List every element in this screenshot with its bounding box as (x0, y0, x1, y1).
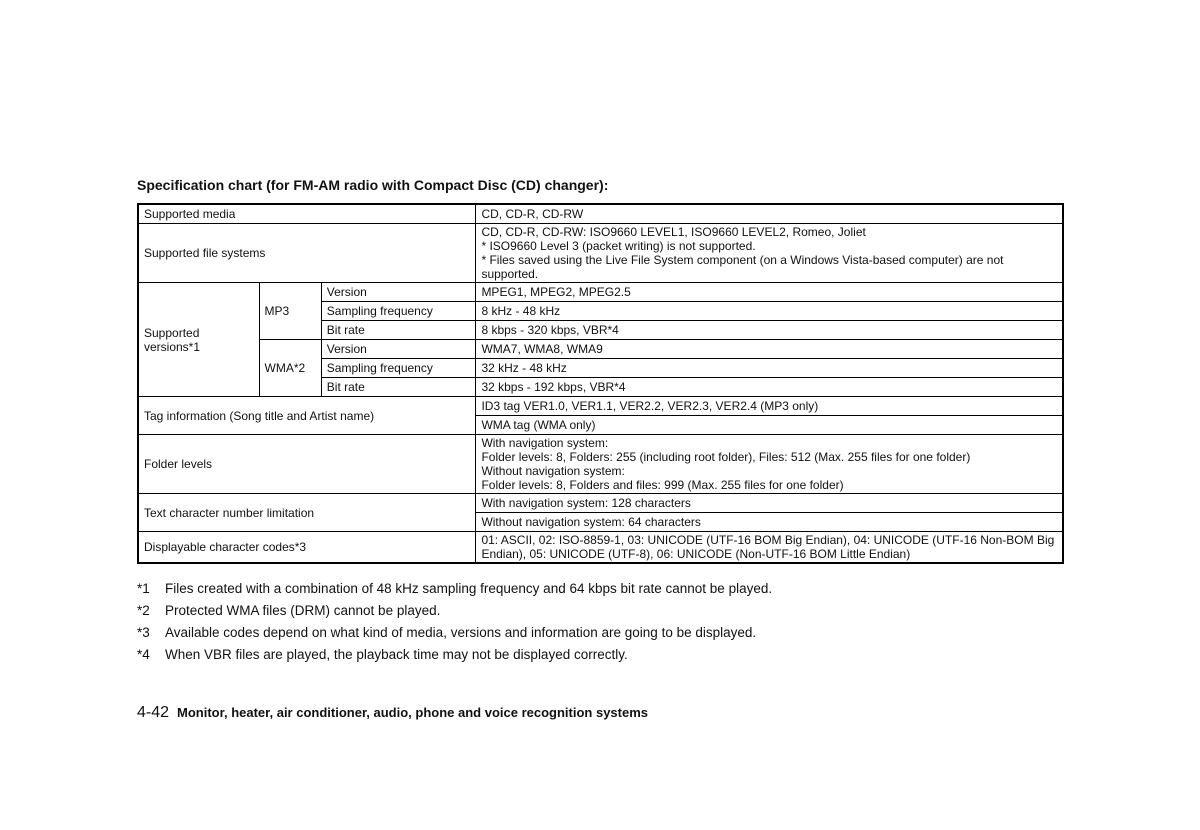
wma-version-value: WMA7, WMA8, WMA9 (476, 340, 1063, 359)
folder-levels-line: With navigation system: (481, 436, 609, 450)
table-row (138, 532, 1063, 564)
mp3-sampling-label: Sampling frequency (321, 302, 476, 321)
wma-sampling-value: 32 kHz - 48 kHz (476, 359, 1063, 378)
tag-info-value: ID3 tag VER1.0, VER1.1, VER2.2, VER2.3, VER2.4 (MP3 only) (476, 397, 1063, 416)
tag-info-value: WMA tag (WMA only) (476, 416, 1063, 435)
folder-levels-line: Folder levels: 8, Folders: 255 (including root folder), Files: 512 (Max. 255 files for one folder) (481, 450, 971, 464)
file-systems-value (476, 224, 1063, 283)
footnote (137, 646, 772, 668)
mp3-version-label: Version (321, 283, 476, 302)
supported-versions-label: Supported versions*1 (138, 283, 259, 397)
wma-bitrate-label: Bit rate (321, 378, 476, 397)
footnote-mark: *2 (137, 603, 150, 618)
folder-levels-value (476, 435, 1063, 494)
table-row (138, 340, 1063, 359)
table-row (138, 397, 1063, 416)
footnotes (137, 580, 772, 668)
supported-media-label: Supported media (138, 204, 476, 224)
footnote (137, 624, 772, 646)
file-systems-label: Supported file systems (138, 224, 476, 283)
wma-bitrate-value: 32 kbps - 192 kbps, VBR*4 (476, 378, 1063, 397)
char-codes-label: Displayable character codes*3 (138, 532, 476, 564)
footnote-text: Protected WMA files (DRM) cannot be played. (165, 603, 441, 618)
char-codes-value: 01: ASCII, 02: ISO-8859-1, 03: UNICODE (UTF-16 BOM Big Endian), 04: UNICODE (UTF-16 Non-BOM Big Endian), 05: UNICODE (UTF-8), 06: UNICODE (Non-UTF-16 BOM Little Endian) (476, 532, 1063, 564)
mp3-bitrate-label: Bit rate (321, 321, 476, 340)
section-title: Monitor, heater, air conditioner, audio, phone and voice recognition systems (177, 705, 649, 720)
file-systems-line: CD, CD-R, CD-RW: ISO9660 LEVEL1, ISO9660 LEVEL2, Romeo, Joliet (481, 225, 866, 239)
folder-levels-line: Folder levels: 8, Folders and files: 999 (Max. 255 files for one folder) (481, 478, 844, 492)
table-row (138, 435, 1063, 494)
mp3-label: MP3 (259, 283, 321, 340)
wma-sampling-label: Sampling frequency (321, 359, 476, 378)
folder-levels-line: Without navigation system: (481, 464, 625, 478)
table-row (138, 283, 1063, 302)
mp3-bitrate-value: 8 kbps - 320 kbps, VBR*4 (476, 321, 1063, 340)
footnote-mark: *4 (137, 647, 150, 662)
footnote-mark: *3 (137, 625, 150, 640)
folder-levels-label: Folder levels (138, 435, 476, 494)
specification-table (137, 203, 1064, 564)
table-row (138, 204, 1063, 224)
tag-info-label: Tag information (Song title and Artist name) (138, 397, 476, 435)
footnote (137, 580, 772, 602)
text-limit-value: Without navigation system: 64 characters (476, 513, 1063, 532)
table-row (138, 494, 1063, 513)
page-footer (137, 704, 648, 722)
text-limit-label: Text character number limitation (138, 494, 476, 532)
footnote-mark: *1 (137, 581, 150, 596)
file-systems-line: * Files saved using the Live File System component (on a Windows Vista-based computer) are not supported. (481, 253, 1004, 281)
wma-version-label: Version (321, 340, 476, 359)
table-row (138, 224, 1063, 283)
wma-label: WMA*2 (259, 340, 321, 397)
footnote-text: When VBR files are played, the playback time may not be displayed correctly. (165, 647, 628, 662)
text-limit-value: With navigation system: 128 characters (476, 494, 1063, 513)
mp3-sampling-value: 8 kHz - 48 kHz (476, 302, 1063, 321)
mp3-version-value: MPEG1, MPEG2, MPEG2.5 (476, 283, 1063, 302)
file-systems-line: * ISO9660 Level 3 (packet writing) is not supported. (481, 239, 756, 253)
page-number: 4-42 (137, 704, 170, 721)
footnote-text: Files created with a combination of 48 kHz sampling frequency and 64 kbps bit rate cannot be played. (165, 581, 773, 596)
footnote (137, 602, 772, 624)
footnote-text: Available codes depend on what kind of media, versions and information are going to be displayed. (165, 625, 757, 640)
chart-heading: Specification chart (for FM-AM radio with Compact Disc (CD) changer): (137, 177, 609, 193)
supported-media-value: CD, CD-R, CD-RW (476, 204, 1063, 224)
